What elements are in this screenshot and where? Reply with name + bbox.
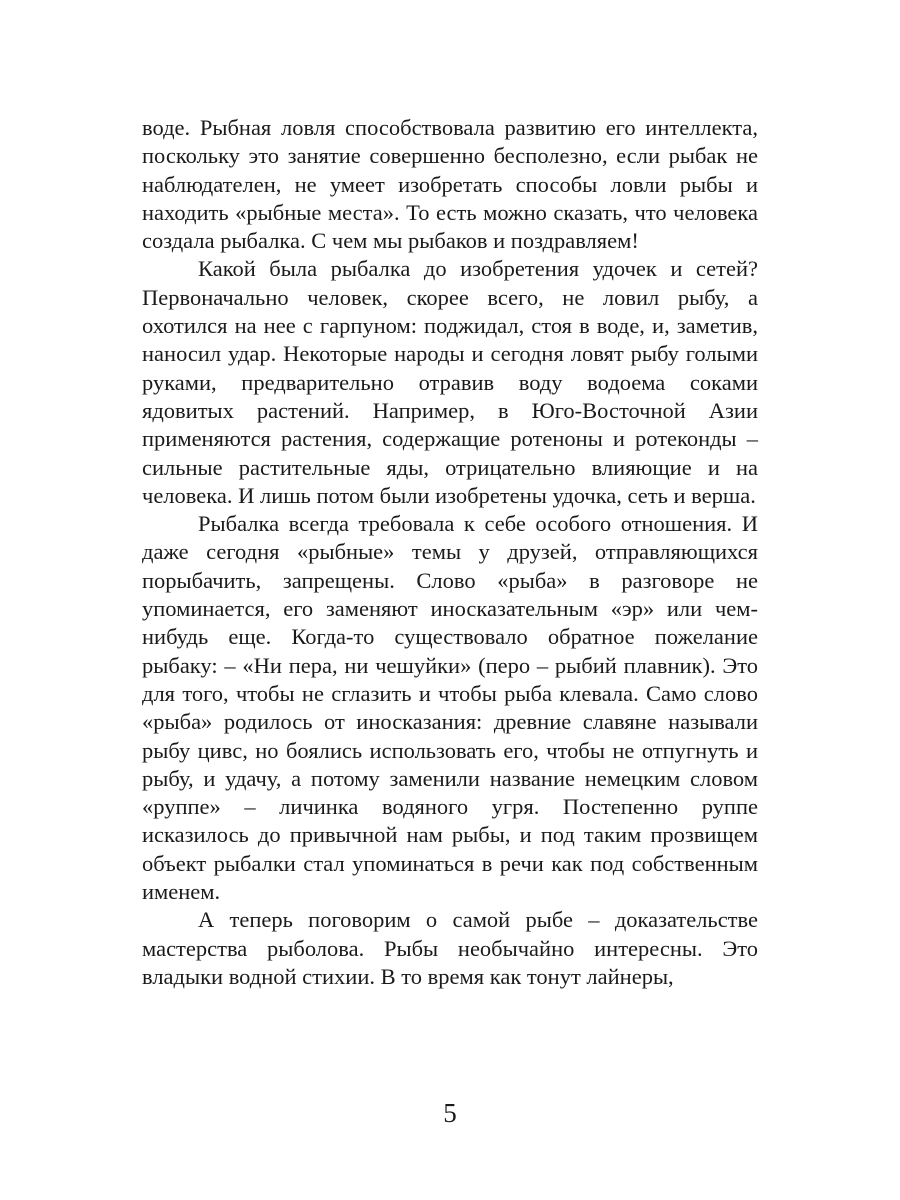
page-number: 5 — [443, 1098, 457, 1128]
paragraph-1: воде. Рыбная ловля способствовала развитию его интеллекта, поскольку это занятие совершенно бесполезно, если рыбак не наблюдателен, не умеет изобретать способы ловли рыбы и находить «рыбные места». То есть можно сказать, что человека создала рыбалка. С чем мы рыбаков и поздравляем! — [142, 115, 758, 254]
paragraph-2: Какой была рыбалка до изобретения удочек и сетей? Первоначально человек, скорее всего, не ловил рыбу, а охотился на нее с гарпуном: поджидал, стоя в воде, и, заметив, наносил удар. Некоторые народы и сегодня ловят рыбу голыми руками, предварительно отравив воду водоема соками ядовитых растений. Например, в Юго-Восточной Азии применяются растения, содержащие ротеноны и ротеконды – сильные растительные яды, отрицательно влияющие и на человека. И лишь потом были изобретены удочка, сеть и верша. — [142, 256, 758, 508]
body-text — [142, 114, 758, 991]
paragraph-3: Рыбалка всегда требовала к себе особого отношения. И даже сегодня «рыбные» темы у друзей, отправляющихся порыбачить, запрещены. Слово «рыба» в разговоре не упоминается, его заменяют иносказательным «эр» или чем-нибудь еще. Когда-то существовало обратное пожелание рыбаку: – «Ни пера, ни чешуйки» (перо – рыбий плавник). Это для того, чтобы не сглазить и чтобы рыба клевала. Само слово «рыба» родилось от иносказания: древние славяне называли рыбу цивс, но боялись использовать его, чтобы не отпугнуть и рыбу, и удачу, а потому заменили название немецким словом «руппе» – личинка водяного угря. Постепенно руппе исказилось до привычной нам рыбы, и под таким прозвищем объект рыбалки стал упоминаться в речи как под собственным именем. — [142, 511, 758, 905]
paragraph-4: А теперь поговорим о самой рыбе – доказательстве мастерства рыболова. Рыбы необычайно интересны. Это владыки водной стихии. В то время как тонут лайнеры, — [142, 907, 758, 989]
